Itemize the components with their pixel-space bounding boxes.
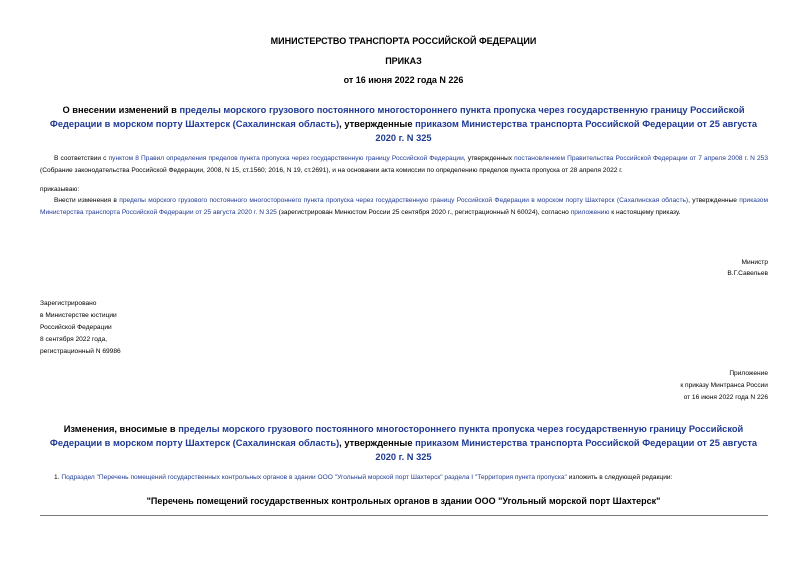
item-1-link-subsection[interactable]: Подраздел "Перечень помещений государственных контрольных органов в здании ООО "Угольный морской порт Шахтерск" раздела I "Территория пункта пропуска" [61,474,567,481]
registration-line: в Министерстве юстиции [40,312,117,319]
preamble-link-rules[interactable]: пунктом 8 Правил определения пределов пункта пропуска через государственную границу Российской Федерации [108,155,464,162]
order-text-1: Внести изменения в [54,197,120,204]
preamble-paragraph [40,153,768,177]
order-title [40,103,767,145]
registration-block [40,298,240,358]
order-text-5: к настоящему приказу. [609,209,681,216]
order-link-ministry[interactable]: Министерства транспорта Российской Федерации от 25 августа 2020 г. N 325 [40,209,277,216]
changes-middle: , утвержденные [339,438,416,448]
order-link-appendix[interactable]: приложению [570,209,610,216]
order-link-limits[interactable]: пределы морского грузового постоянного многостороннего пункта пропуска через государственную границу Российской Федерации в морском порту Шахтерск (Сахалинская область) [119,197,689,204]
title-middle: , утвержденные [339,119,416,129]
appendix-line: от 16 июня 2022 года N 226 [683,394,768,401]
changes-prefix: Изменения, вносимые в [63,424,179,434]
changes-link-limits[interactable]: пределы морского грузового постоянного многостороннего пункта пропуска через государственную границу Российской Федерации в морском порту Шахтерск (Сахалинская область) [49,424,744,448]
divider [40,515,768,516]
signature-name: В.Г.Савельев [727,270,768,277]
changes-link-order-325[interactable]: приказом Министерства транспорта Российской Федерации от 25 августа 2020 г. N 325 [375,438,758,462]
item-1-paragraph [40,472,768,484]
preamble-text-1: В соответствии с [54,155,109,162]
registration-line: регистрационный N 69986 [40,348,121,355]
registration-line: 8 сентября 2022 года, [40,336,108,343]
appendix-line: Приложение [729,370,768,377]
appendix-line: к приказу Минтранса России [680,382,768,389]
signature-position: Министр [741,259,768,266]
item-1-text: изложить в следующей редакции: [566,474,673,481]
preamble-link-decree[interactable]: постановлением Правительства Российской Федерации от 7 апреля 2008 г. N 253 [514,155,769,162]
order-text-4: (зарегистрирован Минюстом России 25 сентября 2020 г., регистрационный N 60024), согласно [276,209,571,216]
doc-type-heading: ПРИКАЗ [385,56,422,66]
registration-line: Российской Федерации [40,324,112,331]
quoted-subsection-title: "Перечень помещений государственных контрольных органов в здании ООО "Угольный морской порт Шахтерск" [146,496,661,506]
preamble-text-2: , утвержденных [463,155,515,162]
order-link-order[interactable]: приказом [739,197,768,204]
preamble-text-3: (Собрание законодательства Российской Федерации, 2008, N 15, ст.1560; 2016, N 19, ст.2691), и на основании акта комиссии по определению пределов пункта пропуска от 28 апреля 2022 г. [40,167,623,174]
title-prefix: О внесении изменений в [62,105,180,115]
order-text-2: , утвержденные [688,197,740,204]
order-word: приказываю: [40,186,80,193]
title-link-limits[interactable]: пределы морского грузового постоянного многостороннего пункта пропуска через государственную границу Российской Федерации в морском порту Шахтерск (Сахалинская область) [49,105,745,129]
order-paragraph [40,195,768,219]
changes-title [40,422,767,464]
appendix-block [500,368,768,404]
item-1-number: 1. [54,474,62,481]
order-date: от 16 июня 2022 года N 226 [343,75,464,85]
registration-line: Зарегистрировано [40,300,97,307]
ministry-heading: МИНИСТЕРСТВО ТРАНСПОРТА РОССИЙСКОЙ ФЕДЕРАЦИИ [270,36,537,46]
title-link-order-325[interactable]: приказом Министерства транспорта Российской Федерации от 25 августа 2020 г. N 325 [375,119,758,143]
